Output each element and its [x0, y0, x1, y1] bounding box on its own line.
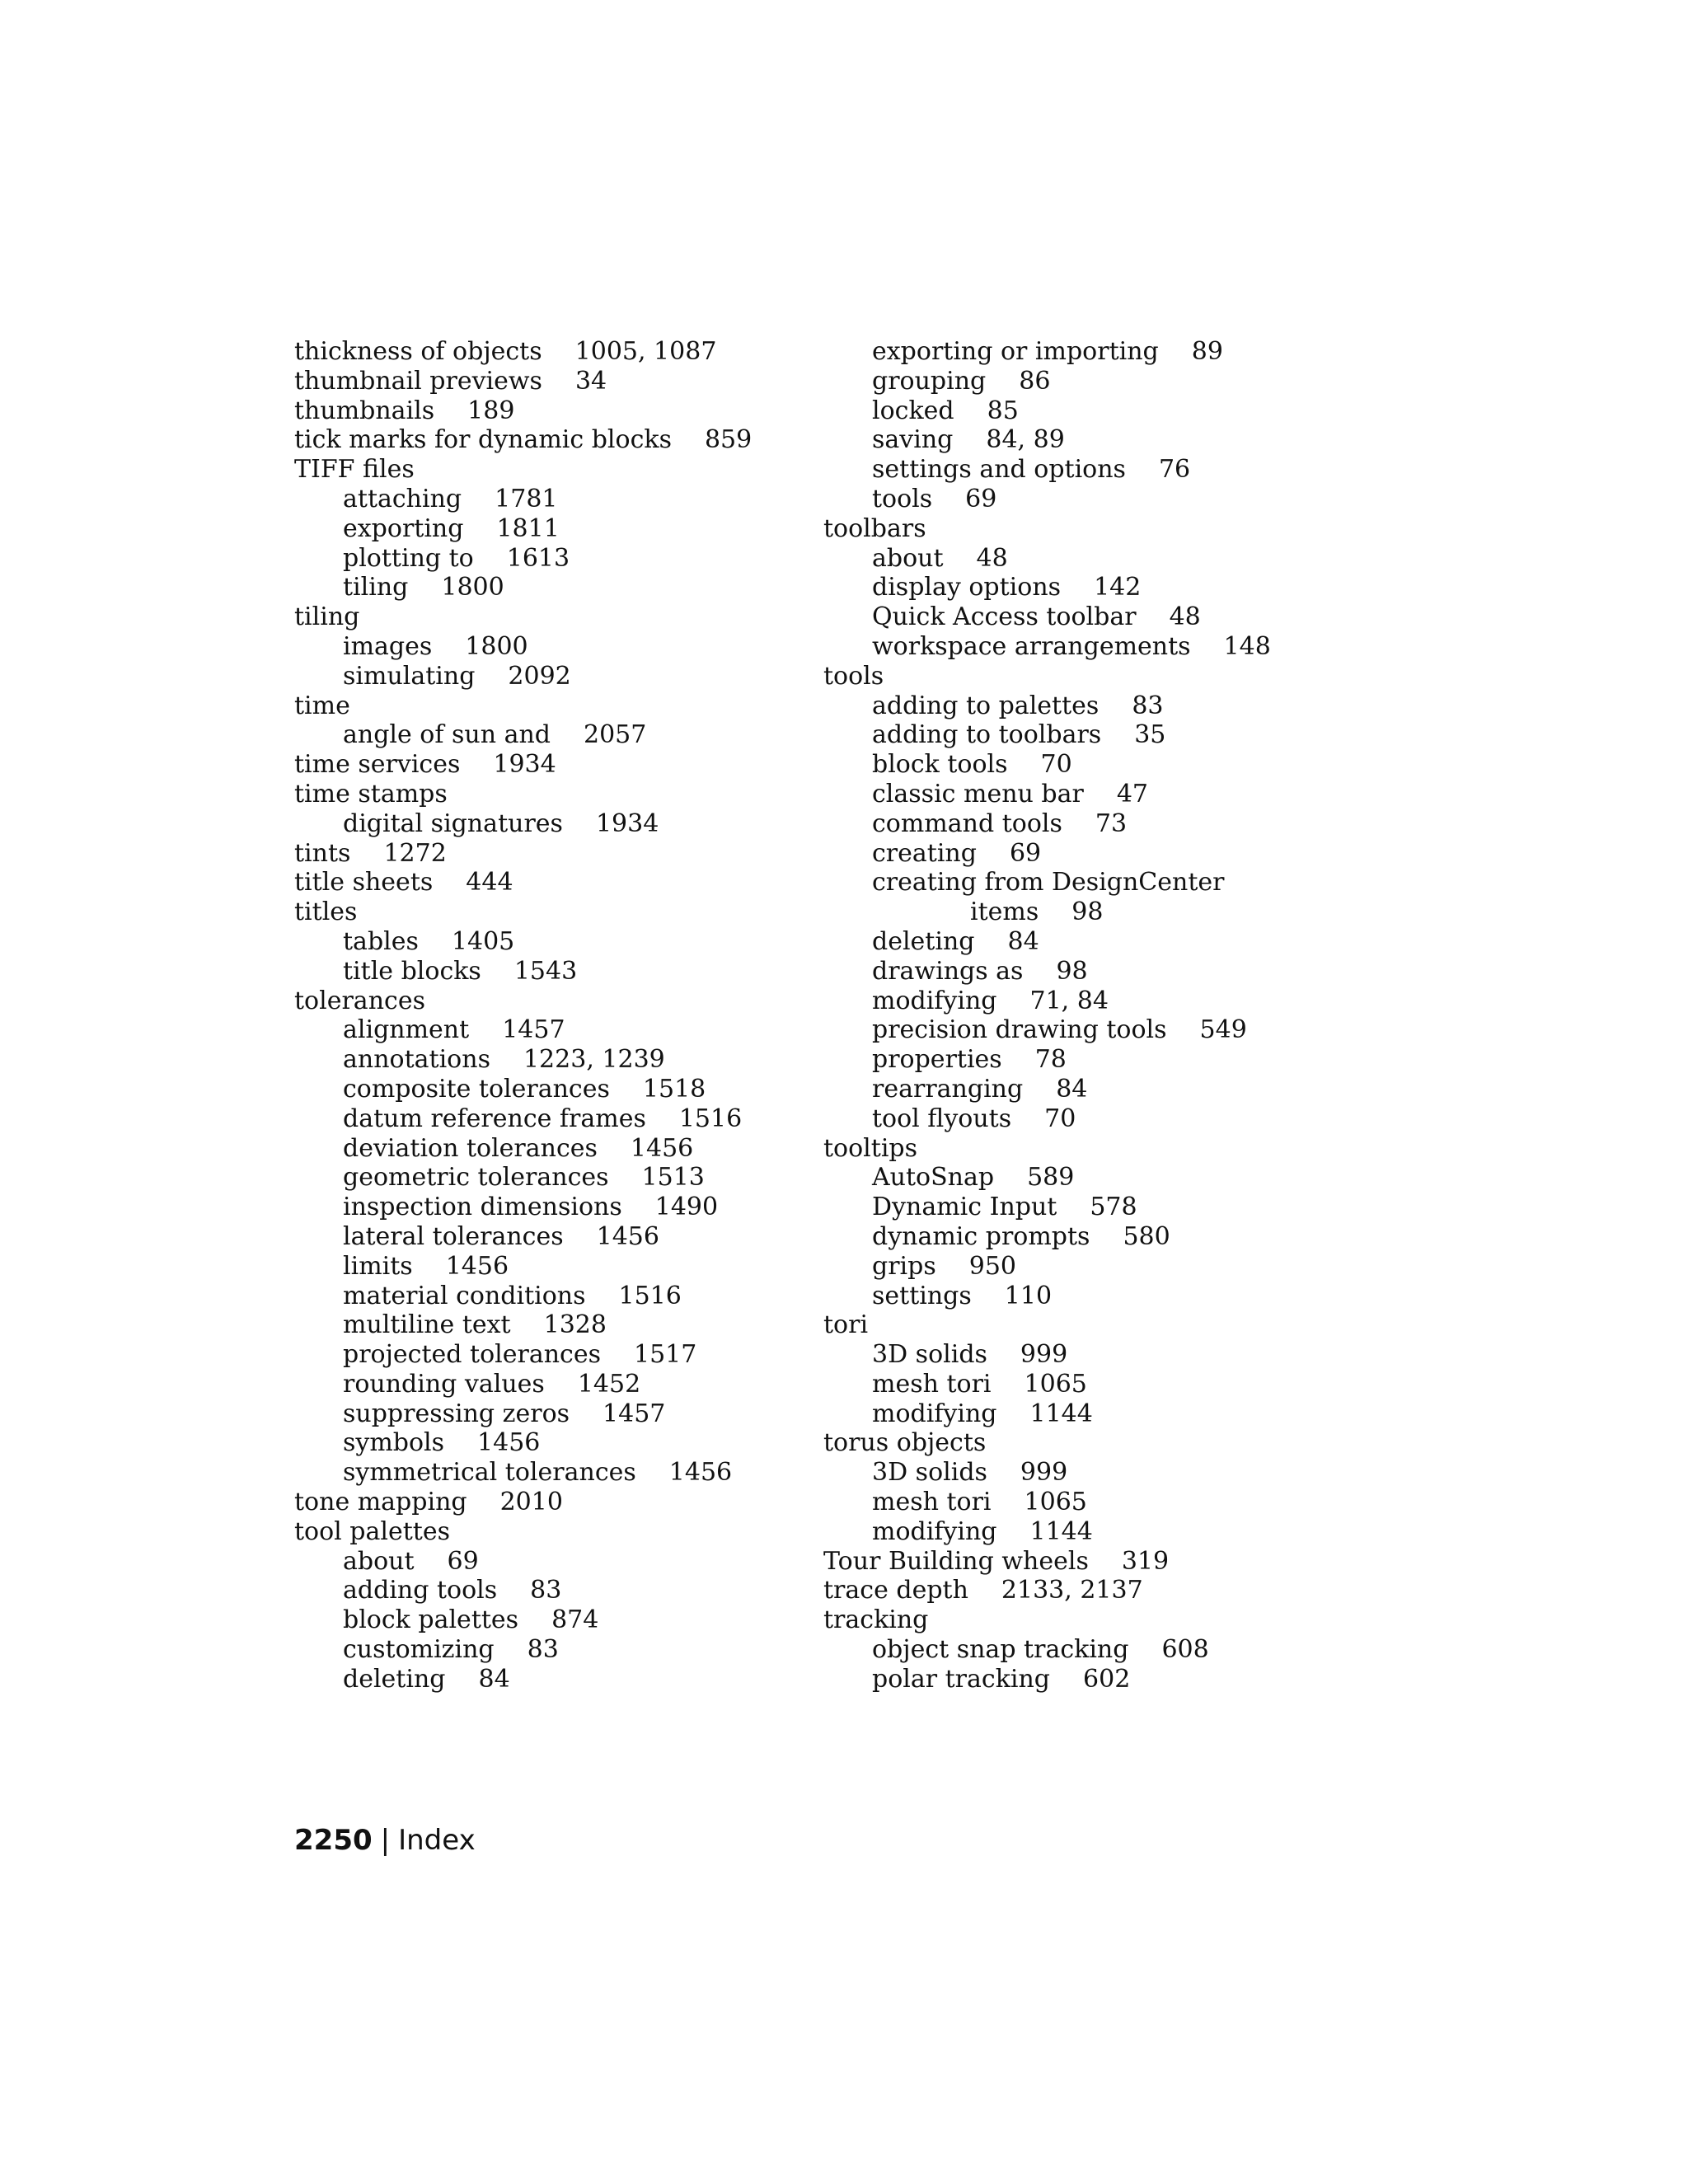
index-subentry — [294, 1282, 752, 1311]
index-term: about — [343, 1546, 415, 1576]
index-term: polar tracking — [872, 1664, 1051, 1694]
index-term: tools — [823, 661, 884, 691]
index-subentry — [823, 1488, 1271, 1517]
index-page-refs: 1272 — [383, 838, 447, 868]
index-term: tools — [872, 484, 933, 513]
index-subentry — [294, 1576, 752, 1605]
index-term: attaching — [343, 484, 462, 513]
index-subentry — [823, 1517, 1271, 1547]
index-subentry — [294, 514, 752, 544]
index-entry — [294, 987, 752, 1016]
index-page-refs: 2092 — [508, 661, 571, 691]
index-entry — [294, 425, 752, 455]
index-term: symbols — [343, 1428, 445, 1458]
index-term: adding tools — [343, 1576, 498, 1605]
index-page-refs: 1517 — [633, 1340, 697, 1370]
index-term: title sheets — [294, 868, 434, 898]
index-subentry — [823, 957, 1271, 987]
index-page-refs: 1457 — [502, 1015, 565, 1045]
index-entry — [294, 1517, 752, 1547]
index-term: thumbnail previews — [294, 366, 542, 396]
index-subentry — [823, 544, 1271, 574]
index-term: 3D solids — [872, 1340, 987, 1370]
index-subentry — [294, 662, 752, 691]
index-subentry — [823, 780, 1271, 809]
index-subentry — [823, 1075, 1271, 1104]
index-page-refs: 70 — [1044, 1104, 1076, 1133]
index-page-refs: 1456 — [596, 1221, 659, 1251]
index-term: creating from DesignCenter — [872, 868, 1225, 898]
index-subentry — [823, 455, 1271, 485]
index-entry — [823, 662, 1271, 691]
index-subentry — [294, 927, 752, 957]
index-term: 3D solids — [872, 1458, 987, 1488]
index-subentry — [294, 1252, 752, 1282]
index-term: inspection dimensions — [343, 1193, 622, 1222]
index-term: thumbnails — [294, 396, 435, 425]
index-page-refs: 35 — [1134, 720, 1166, 750]
index-page-refs: 1516 — [618, 1281, 682, 1310]
index-page-refs: 89 — [1191, 337, 1223, 366]
index-page-refs: 1456 — [477, 1428, 541, 1458]
index-entry — [294, 868, 752, 898]
index-page-refs: 83 — [527, 1635, 559, 1665]
index-term: tori — [823, 1310, 869, 1340]
index-subentry — [823, 1399, 1271, 1429]
index-subentry — [823, 337, 1271, 367]
index-subentry — [823, 1458, 1271, 1488]
index-term: mesh tori — [872, 1488, 992, 1517]
index-term: lateral tolerances — [343, 1221, 564, 1251]
index-page-refs: 2057 — [583, 720, 647, 750]
index-subentry — [294, 1399, 752, 1429]
index-page-refs: 1518 — [642, 1074, 706, 1104]
index-term: deleting — [872, 926, 975, 956]
index-entry — [294, 839, 752, 869]
index-term: tool palettes — [294, 1516, 451, 1546]
index-subentry — [823, 1252, 1271, 1282]
index-term: thickness of objects — [294, 337, 542, 366]
index-term: modifying — [872, 1399, 997, 1428]
index-entry — [823, 1428, 1271, 1458]
index-subentry — [294, 720, 752, 750]
index-subentry — [823, 809, 1271, 839]
index-entry — [823, 1605, 1271, 1635]
index-term: tool flyouts — [872, 1104, 1012, 1133]
index-subentry — [823, 632, 1271, 662]
index-subentry — [823, 425, 1271, 455]
index-term: time — [294, 691, 350, 720]
index-subentry — [823, 396, 1271, 426]
index-term: workspace arrangements — [872, 631, 1191, 661]
index-term: torus objects — [823, 1428, 987, 1458]
index-subentry — [823, 1104, 1271, 1134]
index-page-refs: 1800 — [441, 573, 504, 602]
index-term: modifying — [872, 1516, 997, 1546]
index-term: limits — [343, 1251, 413, 1281]
index-entry — [823, 1576, 1271, 1605]
index-term: time stamps — [294, 779, 448, 808]
index-term: Quick Access toolbar — [872, 602, 1137, 632]
index-term: grips — [872, 1251, 936, 1281]
index-entry — [294, 337, 752, 367]
index-term: tables — [343, 926, 419, 956]
index-page-refs: 142 — [1094, 573, 1142, 602]
index-page-refs: 84 — [1007, 926, 1039, 956]
index-term: saving — [872, 425, 954, 455]
index-term: toolbars — [823, 513, 926, 543]
index-subentry — [823, 485, 1271, 514]
index-term: geometric tolerances — [343, 1163, 609, 1193]
index-subentry — [294, 1193, 752, 1222]
index-subentry — [294, 809, 752, 839]
index-subentry — [823, 898, 1271, 927]
index-page-refs: 1005, 1087 — [574, 337, 717, 366]
index-term: tolerances — [294, 986, 425, 1015]
index-term: display options — [872, 573, 1062, 602]
index-page-refs: 1516 — [678, 1104, 743, 1133]
index-term: creating — [872, 838, 977, 868]
index-page-refs: 1144 — [1029, 1399, 1093, 1428]
index-page-refs: 86 — [1019, 366, 1051, 396]
index-subentry — [294, 485, 752, 514]
index-page-refs: 148 — [1223, 631, 1271, 661]
index-page-refs: 1800 — [465, 631, 528, 661]
index-term: classic menu bar — [872, 779, 1084, 808]
index-page-refs: 1223, 1239 — [523, 1045, 665, 1075]
index-subentry — [294, 1635, 752, 1665]
index-subentry — [294, 1045, 752, 1075]
index-term: rounding values — [343, 1369, 545, 1399]
index-term: dynamic prompts — [872, 1221, 1090, 1251]
index-term: alignment — [343, 1015, 470, 1045]
index-term: block tools — [872, 750, 1008, 780]
index-subentry — [823, 1340, 1271, 1370]
index-term: datum reference frames — [343, 1104, 646, 1133]
index-term: deviation tolerances — [343, 1133, 598, 1163]
index-page-refs: 580 — [1123, 1221, 1170, 1251]
index-page-refs: 1456 — [630, 1133, 694, 1163]
index-term: time services — [294, 750, 461, 780]
index-page-refs: 2010 — [499, 1488, 563, 1517]
index-page-refs: 1934 — [595, 808, 659, 838]
index-subentry — [823, 573, 1271, 602]
index-page-refs: 83 — [530, 1576, 562, 1605]
index-page-refs: 34 — [574, 366, 607, 396]
index-page-refs: 1543 — [513, 956, 578, 986]
index-term: TIFF files — [294, 455, 415, 485]
index-page-refs: 98 — [1071, 898, 1104, 927]
index-entry — [823, 1547, 1271, 1577]
index-term: settings and options — [872, 455, 1126, 485]
index-page-refs: 84 — [1056, 1074, 1088, 1104]
index-term: deleting — [343, 1664, 446, 1694]
index-term: symmetrical tolerances — [343, 1458, 636, 1488]
index-page-refs: 1065 — [1024, 1369, 1087, 1399]
index-subentry — [294, 1665, 752, 1694]
index-subentry — [823, 839, 1271, 869]
index-page-refs: 85 — [987, 396, 1019, 425]
index-term: about — [872, 543, 944, 573]
index-subentry — [294, 1134, 752, 1164]
index-entry — [294, 1488, 752, 1517]
index-term: multiline text — [343, 1310, 511, 1340]
index-subentry — [823, 750, 1271, 780]
index-term: suppressing zeros — [343, 1399, 570, 1428]
index-term: precision drawing tools — [872, 1015, 1167, 1045]
index-subentry — [823, 1193, 1271, 1222]
index-page-refs: 549 — [1199, 1015, 1247, 1045]
index-entry — [294, 898, 752, 927]
index-term: plotting to — [343, 543, 474, 573]
index-page-refs: 70 — [1040, 750, 1072, 780]
index-term: properties — [872, 1045, 1002, 1075]
index-subentry — [294, 1075, 752, 1104]
index-term: tick marks for dynamic blocks — [294, 425, 672, 455]
index-subentry — [823, 1222, 1271, 1252]
index-term: object snap tracking — [872, 1635, 1129, 1665]
index-term: composite tolerances — [343, 1074, 610, 1104]
index-subentry — [823, 1635, 1271, 1665]
index-entry — [294, 396, 752, 426]
page-number: 2250 — [294, 1824, 373, 1857]
index-subentry — [294, 1310, 752, 1340]
page-footer — [294, 1822, 476, 1858]
index-subentry — [294, 1428, 752, 1458]
index-term: tiling — [294, 602, 360, 632]
index-page-refs: 1513 — [641, 1163, 705, 1193]
index-term: adding to toolbars — [872, 720, 1102, 750]
index-term: drawings as — [872, 956, 1024, 986]
index-subentry — [823, 868, 1271, 898]
index-entry — [823, 1134, 1271, 1164]
index-subentry — [823, 1282, 1271, 1311]
index-page-refs: 69 — [965, 484, 997, 513]
index-subentry — [823, 927, 1271, 957]
index-subentry — [294, 1015, 752, 1045]
index-entry — [294, 780, 752, 809]
index-page-refs: 47 — [1116, 779, 1149, 808]
index-page-refs: 999 — [1020, 1458, 1068, 1488]
index-term: images — [343, 631, 433, 661]
index-term: tints — [294, 838, 351, 868]
index-term: modifying — [872, 986, 997, 1015]
index-page-refs: 189 — [467, 396, 515, 425]
index-entry — [294, 691, 752, 721]
index-entry — [294, 455, 752, 485]
index-page-refs: 1613 — [506, 543, 570, 573]
index-subentry — [823, 987, 1271, 1016]
index-page-refs: 1456 — [668, 1458, 733, 1488]
index-page-refs: 73 — [1095, 808, 1128, 838]
index-term: digital signatures — [343, 808, 563, 838]
index-term: grouping — [872, 366, 987, 396]
index-page-refs: 1811 — [496, 513, 560, 543]
index-entry — [294, 602, 752, 632]
index-page-refs: 999 — [1020, 1340, 1068, 1370]
index-entry — [294, 367, 752, 396]
index-page-refs: 69 — [1009, 838, 1042, 868]
index-term: rearranging — [872, 1074, 1024, 1104]
index-term: trace depth — [823, 1576, 968, 1605]
index-page-refs: 602 — [1083, 1664, 1131, 1694]
index-subentry — [294, 1222, 752, 1252]
index-subentry — [294, 544, 752, 574]
index-term: command tools — [872, 808, 1062, 838]
footer-separator: | — [380, 1824, 391, 1857]
index-term: items — [970, 898, 1039, 927]
index-page-refs: 76 — [1158, 455, 1191, 485]
index-term: customizing — [343, 1635, 495, 1665]
index-subentry — [294, 573, 752, 602]
index-page-refs: 98 — [1056, 956, 1088, 986]
index-subentry — [823, 602, 1271, 632]
index-subentry — [294, 1163, 752, 1193]
index-page-refs: 444 — [466, 868, 513, 898]
index-subentry — [294, 1605, 752, 1635]
index-term: title blocks — [343, 956, 481, 986]
index-subentry — [294, 1104, 752, 1134]
index-entry — [294, 750, 752, 780]
index-subentry — [294, 1370, 752, 1399]
index-subentry — [823, 691, 1271, 721]
index-page-refs: 874 — [551, 1605, 599, 1635]
index-subentry — [823, 720, 1271, 750]
index-term: tooltips — [823, 1133, 918, 1163]
index-page-refs: 578 — [1090, 1193, 1137, 1222]
index-term: settings — [872, 1281, 972, 1310]
index-page-refs: 69 — [447, 1546, 479, 1576]
index-term: material conditions — [343, 1281, 586, 1310]
index-page-refs: 1456 — [445, 1251, 509, 1281]
section-title: Index — [398, 1824, 476, 1857]
index-term: simulating — [343, 661, 476, 691]
index-term: titles — [294, 898, 358, 927]
index-page-refs: 83 — [1132, 691, 1164, 720]
index-term: mesh tori — [872, 1369, 992, 1399]
index-page-refs: 1781 — [495, 484, 558, 513]
index-term: tiling — [343, 573, 409, 602]
index-page-refs: 78 — [1034, 1045, 1067, 1075]
index-subentry — [294, 1458, 752, 1488]
index-page-refs: 2133, 2137 — [1001, 1576, 1143, 1605]
index-term: Tour Building wheels — [823, 1546, 1089, 1576]
index-page-refs: 1144 — [1029, 1516, 1093, 1546]
index-column-right — [823, 337, 1271, 1694]
index-column-left — [294, 337, 752, 1694]
index-page-refs: 1405 — [451, 926, 515, 956]
index-page-refs: 1452 — [577, 1369, 641, 1399]
index-page-refs: 71, 84 — [1029, 986, 1109, 1015]
index-term: locked — [872, 396, 954, 425]
index-term: adding to palettes — [872, 691, 1100, 720]
index-term: Dynamic Input — [872, 1193, 1057, 1222]
index-subentry — [823, 367, 1271, 396]
index-term: angle of sun and — [343, 720, 551, 750]
index-subentry — [823, 1015, 1271, 1045]
index-term: exporting — [343, 513, 464, 543]
index-term: exporting or importing — [872, 337, 1159, 366]
index-subentry — [294, 1547, 752, 1577]
index-subentry — [294, 1340, 752, 1370]
index-page-refs: 1490 — [654, 1193, 719, 1222]
index-term: annotations — [343, 1045, 490, 1075]
index-page-refs: 48 — [1169, 602, 1201, 632]
index-page-refs: 110 — [1004, 1281, 1053, 1310]
index-term: projected tolerances — [343, 1340, 601, 1370]
index-entry — [823, 1310, 1271, 1340]
index-page-refs: 859 — [704, 425, 753, 455]
index-page-refs: 319 — [1121, 1546, 1170, 1576]
index-page-refs: 48 — [976, 543, 1008, 573]
index-term: block palettes — [343, 1605, 519, 1635]
index-subentry — [823, 1045, 1271, 1075]
index-subentry — [823, 1370, 1271, 1399]
index-page-refs: 1328 — [543, 1310, 607, 1340]
index-term: AutoSnap — [872, 1163, 995, 1193]
index-page-refs: 1065 — [1024, 1488, 1087, 1517]
index-term: tracking — [823, 1605, 929, 1635]
index-page-refs: 589 — [1027, 1163, 1075, 1193]
index-subentry — [294, 632, 752, 662]
index-page-refs: 608 — [1161, 1635, 1209, 1665]
index-page-refs: 950 — [968, 1251, 1017, 1281]
index-subentry — [823, 1665, 1271, 1694]
index-page-refs: 84 — [478, 1664, 510, 1694]
index-subentry — [823, 1163, 1271, 1193]
index-subentry — [294, 957, 752, 987]
index-page-refs: 84, 89 — [986, 425, 1065, 455]
index-page-refs: 1457 — [603, 1399, 666, 1428]
index-page-refs: 1934 — [493, 750, 556, 780]
index-entry — [823, 514, 1271, 544]
index-term: tone mapping — [294, 1488, 467, 1517]
